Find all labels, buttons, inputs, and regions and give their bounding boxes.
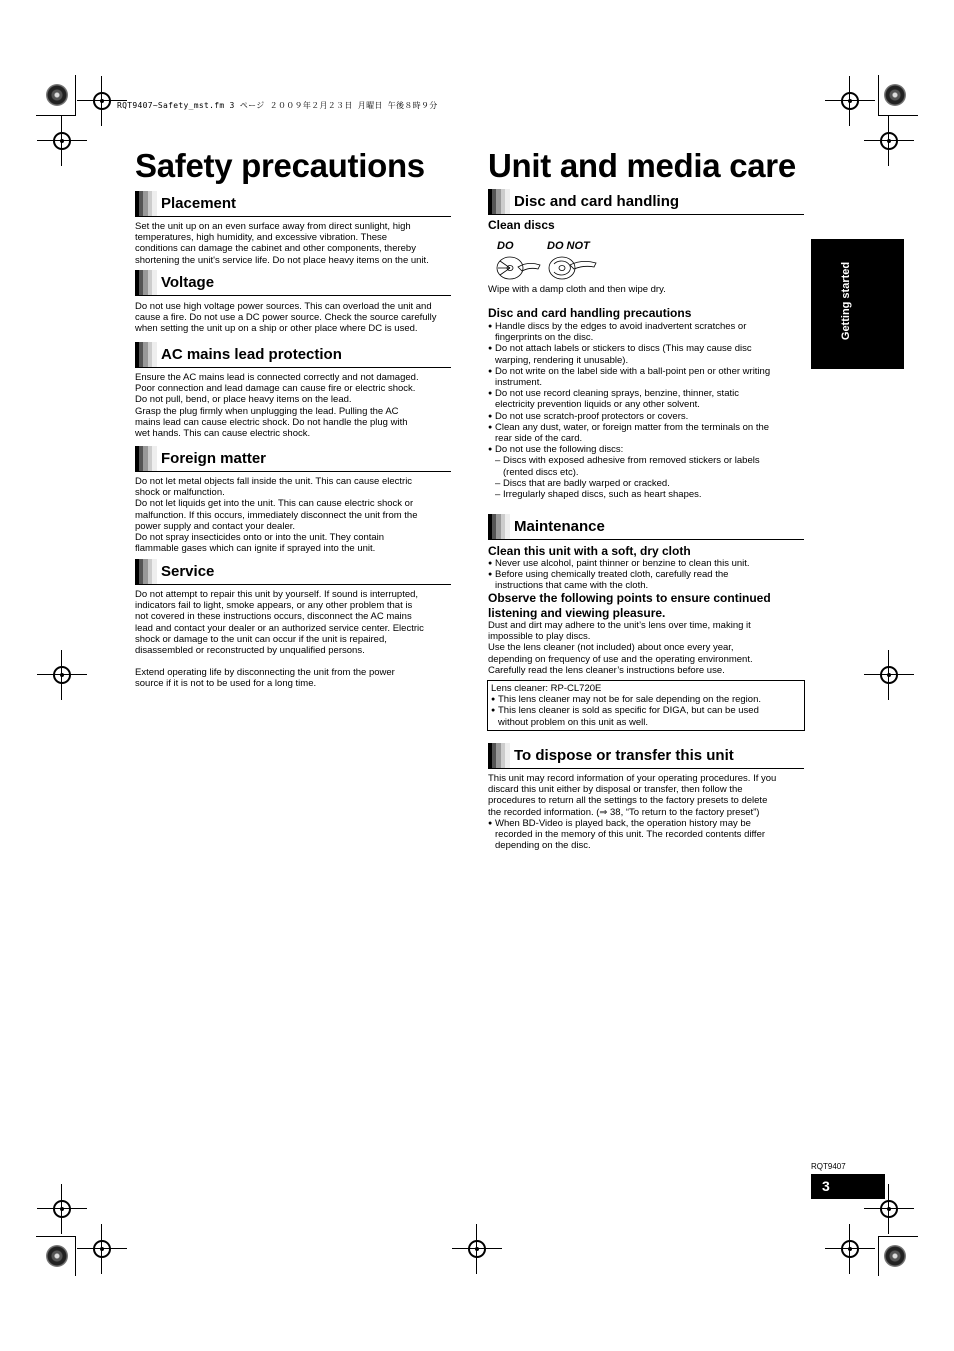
list-item: – Irregularly shaped discs, such as heart shapes. xyxy=(495,489,770,500)
crosshair-mark xyxy=(53,1200,71,1218)
disc-circular-icon xyxy=(549,257,596,279)
extend-life-text: Extend operating life by disconnecting the unit from the power source if it is not to be used for a long time. xyxy=(135,667,395,690)
section-heading-service: Service xyxy=(135,559,451,585)
list-item: ● Before using chemically treated cloth, carefully read the instructions that came with the cloth. xyxy=(488,569,750,591)
registration-disc-top-right xyxy=(884,84,906,106)
crop-mark xyxy=(878,1236,918,1237)
crosshair-mark xyxy=(880,666,898,684)
section-heading-placement: Placement xyxy=(135,191,451,217)
print-job-line: RQT9407~Safety_mst.fm 3 ページ ２００９年２月２３日 月曜日 午後８時９分 xyxy=(117,101,438,110)
crosshair-mark xyxy=(93,92,111,110)
clean-unit-title: Clean this unit with a soft, dry cloth xyxy=(488,544,691,558)
lens-text: Dust and dirt may adhere to the unit’s lens over time, making it impossible to play discs. Use the lens cleaner (not included) about once every year, depending on frequency of use and the operating environment. Carefully read the lens cleaner’s instructions before use. xyxy=(488,620,753,676)
section-heading-maintenance: Maintenance xyxy=(488,514,804,540)
registration-disc-bottom-right xyxy=(884,1245,906,1267)
chapter-tab xyxy=(811,239,904,369)
chapter-tab-label: Getting started xyxy=(840,261,853,341)
list-item: ● Do not attach labels or stickers to discs (This may cause disc warping, rendering it unusable). xyxy=(488,343,770,365)
page-number: 3 xyxy=(822,1178,830,1194)
list-item: ● Never use alcohol, paint thinner or benzine to clean this unit. xyxy=(488,558,750,569)
list-item: ● When BD-Video is played back, the operation history may be recorded in the memory of this unit. The recorded contents differ depending on the disc. xyxy=(488,818,776,852)
list-item: ● Do not use record cleaning sprays, benzine, thinner, static electricity prevention liquids or any other solvent. xyxy=(488,388,770,410)
do-label: DO xyxy=(497,240,514,252)
crosshair-mark xyxy=(880,1200,898,1218)
disc-wipe-illustration xyxy=(494,255,602,281)
do-not-label: DO NOT xyxy=(547,240,590,252)
list-item: ● This lens cleaner may not be for sale depending on the region. xyxy=(491,694,801,705)
section-heading-ac-mains: AC mains lead protection xyxy=(135,342,451,368)
crop-mark xyxy=(36,1236,76,1237)
crosshair-mark xyxy=(53,666,71,684)
list-item: – Discs that are badly warped or cracked. xyxy=(495,478,770,489)
list-item: – Discs with exposed adhesive from removed stickers or labels (rented discs etc). xyxy=(495,455,770,477)
model-code: RQT9407 xyxy=(811,1162,846,1171)
page-title-unit-care: Unit and media care xyxy=(488,147,796,184)
precautions-list xyxy=(488,321,770,500)
list-item: ● This lens cleaner is sold as specific for DIGA, but can be used without problem on this unit as well. xyxy=(491,705,801,727)
crosshair-mark xyxy=(880,132,898,150)
wipe-text: Wipe with a damp cloth and then wipe dry. xyxy=(488,284,666,295)
crop-mark xyxy=(36,115,76,116)
page-number-box xyxy=(811,1174,885,1199)
dispose-text: This unit may record information of your operating procedures. If you discard this unit either by disposal or transfer, then follow the procedures to return all the settings to the factory presets to delete the recorded information. (⇒ 38, “To return to the factory preset”) ● When BD-Video is played back, the operation history may be recorded in the memory of this unit. The recorded contents differ depending on the disc. xyxy=(488,773,776,851)
crosshair-mark xyxy=(53,132,71,150)
crosshair-mark xyxy=(841,92,859,110)
list-item: ● Clean any dust, water, or foreign matter from the terminals on the rear side of the card. xyxy=(488,422,770,444)
list-item: ● Do not use scratch-proof protectors or covers. xyxy=(488,411,770,422)
crosshair-mark xyxy=(468,1240,486,1258)
lens-cleaner-box: Lens cleaner: RP-CL720E ● This lens cleaner may not be for sale depending on the region. ● This lens cleaner is sold as specific for DIGA, but can be used without problem on this unit as well. xyxy=(487,680,805,731)
section-heading-voltage: Voltage xyxy=(135,270,451,296)
crop-mark xyxy=(878,1236,879,1276)
precautions-title: Disc and card handling precautions xyxy=(488,306,692,320)
section-heading-disc-handling: Disc and card handling xyxy=(488,189,804,215)
crop-mark xyxy=(75,75,76,115)
service-text: Do not attempt to repair this unit by yourself. If sound is interrupted, indicators fail to light, smoke appears, or any other problem that is not covered in these instructions occurs, disconnect the AC mains lead and contact your dealer or an authorized service center. Electric shock or damage to the unit can occur if the unit is repaired, disassembled or reconstructed by unqualified persons. xyxy=(135,589,424,657)
disc-radial-icon xyxy=(497,257,540,279)
crosshair-mark xyxy=(841,1240,859,1258)
ac-mains-text: Ensure the AC mains lead is connected correctly and not damaged. Poor connection and lead damage can cause fire or electric shock. Do not pull, bend, or place heavy items on the lead. Grasp the plug firmly when unplugging the lead. Pulling the AC mains lead can cause electric shock. Do not handle the plug with wet hands. This can cause electric shock. xyxy=(135,372,419,440)
list-item: ● Handle discs by the edges to avoid inadvertent scratches or fingerprints on the disc. xyxy=(488,321,770,343)
voltage-text: Do not use high voltage power sources. This can overload the unit and cause a fire. Do not use a DC power source. Check the source carefully when setting the unit up on a ship or other place where DC is used. xyxy=(135,301,437,335)
list-item: ● Do not use the following discs: xyxy=(488,444,770,455)
crop-mark xyxy=(878,115,918,116)
crop-mark xyxy=(75,1236,76,1276)
section-heading-dispose: To dispose or transfer this unit xyxy=(488,743,804,769)
clean-unit-list xyxy=(488,558,750,592)
registration-disc-bottom-left xyxy=(46,1245,68,1267)
list-item: ● Do not write on the label side with a ball-point pen or other writing instrument. xyxy=(488,366,770,388)
crop-mark xyxy=(878,75,879,115)
section-heading-foreign-matter: Foreign matter xyxy=(135,446,451,472)
registration-disc-top-left xyxy=(46,84,68,106)
observe-points-title: Observe the following points to ensure continued listening and viewing pleasure. xyxy=(488,591,771,620)
clean-discs-title: Clean discs xyxy=(488,218,555,232)
crosshair-mark xyxy=(93,1240,111,1258)
foreign-matter-text: Do not let metal objects fall inside the unit. This can cause electric shock or malfunction. Do not let liquids get into the unit. This can cause electric shock or malfunction. If this occurs, immediately disconnect the unit from the power supply and contact your dealer. Do not spray insecticides onto or into the unit. They contain flammable gases which can ignite if sprayed into the unit. xyxy=(135,476,418,555)
page-title-safety: Safety precautions xyxy=(135,147,425,184)
placement-text: Set the unit up on an even surface away from direct sunlight, high temperatures, high humidity, and excessive vibration. These conditions can damage the cabinet and other components, thereby shortening the unit's service life. Do not place heavy items on the unit. xyxy=(135,221,429,266)
